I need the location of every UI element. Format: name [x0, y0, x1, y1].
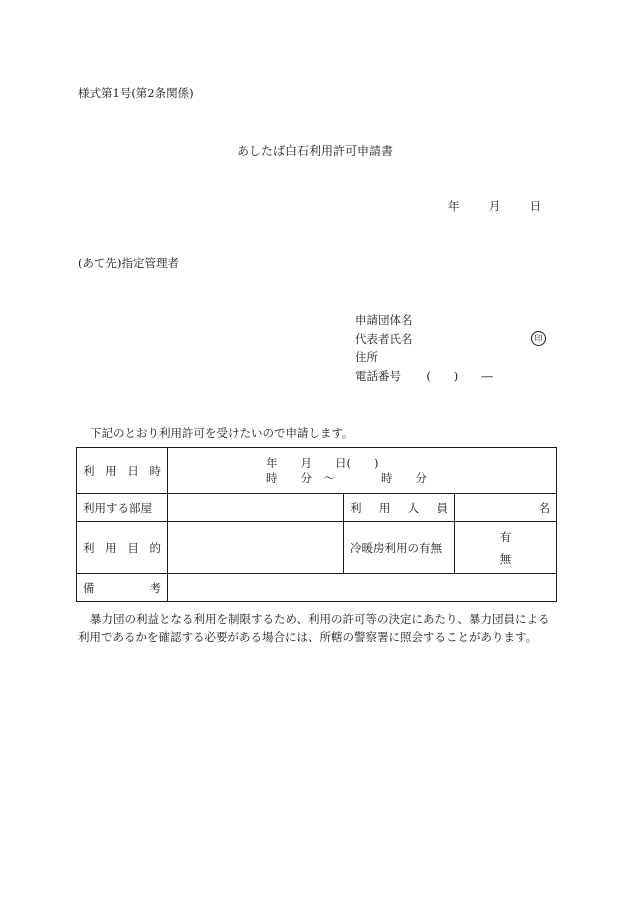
date-day: 日	[529, 199, 542, 213]
applicant-block	[355, 311, 543, 385]
purpose-value[interactable]	[168, 522, 344, 574]
room-label: 利用する部屋	[77, 494, 168, 522]
datetime-line1: 年 月 日( )	[266, 455, 379, 470]
room-value[interactable]	[168, 494, 344, 522]
purpose-label: 利 用 目 的	[77, 522, 168, 574]
intro-text: 下記のとおり利用許可を受けたいので申請します。	[90, 426, 354, 440]
people-label: 利 用 人 員	[344, 494, 455, 522]
table-row	[77, 574, 557, 602]
footer-note: 暴力団の利益となる利用を制限するため、利用の許可等の決定にあたり、暴力団員による利用であるかを確認する必要がある場合には、所轄の警察署に照会することがあります。	[78, 612, 550, 644]
application-table	[76, 447, 557, 602]
remarks-label: 備 考	[77, 574, 168, 602]
table-row	[77, 522, 557, 574]
hvac-yes: 有	[499, 529, 512, 544]
hvac-value[interactable]	[455, 522, 557, 574]
date-year: 年	[448, 199, 460, 213]
hvac-label: 冷暖房利用の有無	[344, 522, 455, 574]
hvac-no: 無	[499, 551, 512, 566]
address-label: 住所	[355, 350, 378, 364]
seal-icon: 印	[531, 331, 546, 346]
remarks-value[interactable]	[168, 574, 557, 602]
datetime-label: 利 用 日 時	[77, 448, 168, 494]
document-title: あしたば白石利用許可申請書	[236, 144, 393, 158]
people-value[interactable]	[455, 494, 557, 522]
addressee: (あて先)指定管理者	[78, 256, 179, 270]
date-month: 月	[488, 199, 501, 213]
rep-name-label: 代表者氏名	[355, 331, 413, 346]
date-line	[448, 198, 541, 214]
people-unit: 名	[538, 500, 550, 515]
phone-format: ( ) ―	[426, 368, 493, 383]
table-row	[77, 494, 557, 522]
form-number: 様式第1号(第2条関係)	[78, 86, 194, 100]
datetime-value[interactable]	[168, 448, 557, 494]
phone-label: 電話番号	[355, 368, 401, 383]
table-row	[77, 448, 557, 494]
org-name-label: 申請団体名	[355, 313, 413, 327]
datetime-line2: 時 分 ～ 時 分	[266, 470, 427, 485]
